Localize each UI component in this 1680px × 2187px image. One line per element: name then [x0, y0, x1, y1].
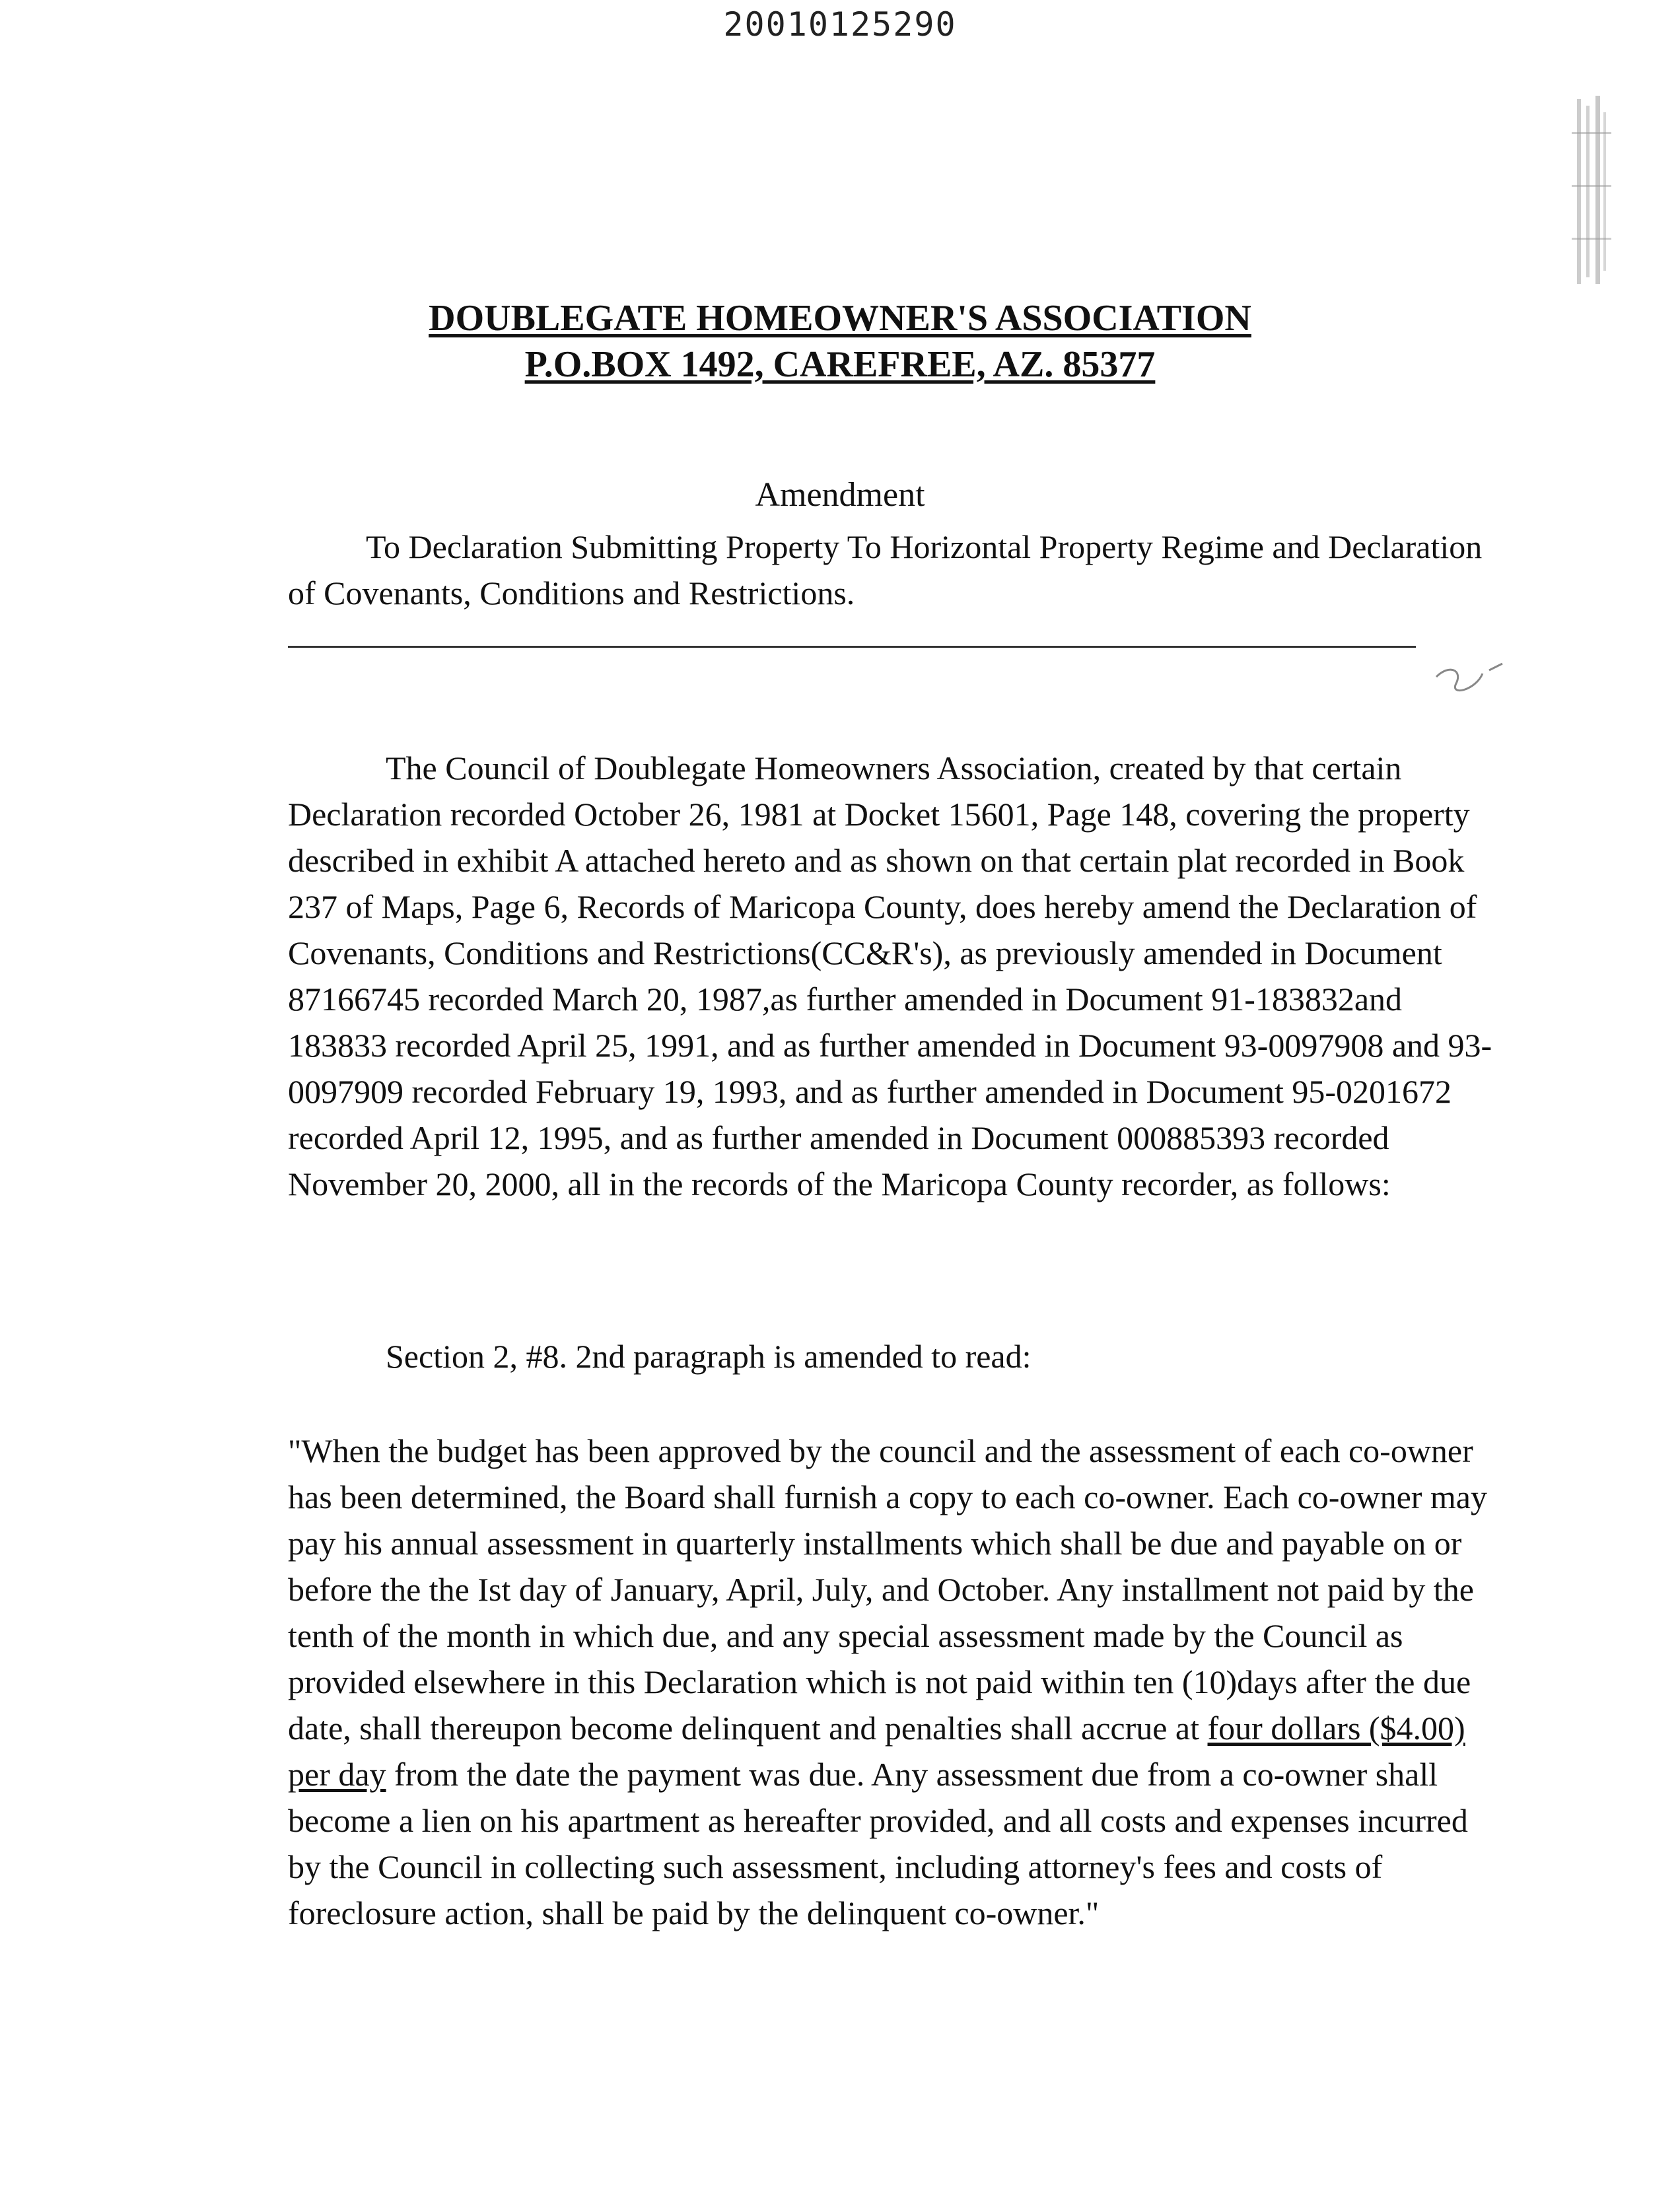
- penalty-amount: four dollars ($4.00) per day: [288, 1710, 1465, 1793]
- amended-text-part-1: "When the budget has been approved by the council and the assessment of each co-owner has been determined, the Board shall furnish a copy to each co-owner. Each co-owner may pay his annual assessment in quarterly installments which shall be due and payable on or before the the Ist day of January, April, July, and October. Any installment not paid by the tenth of the month in which due, and any special assessment made by the Council as provided elsewhere in this Declaration which is not paid within ten (10)days after the due date, shall thereupon become delinquent and penalties shall accrue at: [288, 1432, 1487, 1747]
- document-subtitle: To Declaration Submitting Property To Horizontal Property Regime and Declaration of Covenants, Conditions and Restrictions.: [288, 528, 1483, 611]
- document-title: Amendment: [755, 476, 925, 514]
- handwritten-mark: [1430, 650, 1509, 710]
- recording-number: 20010125290: [723, 5, 957, 44]
- amended-text-part-2: from the date the payment was due. Any assessment due from a co-owner shall become a lien on his apartment as hereafter provided, and all costs and expenses incurred by the Council in collecting such assessment, including attorney's fees and costs of foreclosure action, shall be paid by the delinquent co-owner.": [288, 1756, 1468, 1931]
- recital-paragraph: The Council of Doublegate Homeowners Association, created by that certain Declaration recorded October 26, 1981 at Docket 15601, Page 148, covering the property described in exhibit A attached hereto and as shown on that certain plat recorded in Book 237 of Maps, Page 6, Records of Maricopa County, does hereby amend the Declaration of Covenants, Conditions and Restrictions(CC&R's), as previously amended in Document 87166745 recorded March 20, 1987,as further amended in Document 91-183832and 183833 recorded April 25, 1991, and as further amended in Document 93-0097908 and 93-0097909 recorded February 19, 1993, and as further amended in Document 95-0201672 recorded April 12, 1995, and as further amended in Document 000885393 recorded November 20, 2000, all in the records of the Maricopa County recorder, as follows:: [288, 749, 1492, 1202]
- section-heading: Section 2, #8. 2nd paragraph is amended to read:: [386, 1338, 1032, 1375]
- separator-line: [288, 646, 1416, 648]
- amended-text-paragraph: [288, 1428, 1496, 1936]
- margin-stamp-mark: [1565, 92, 1618, 291]
- organization-address: P.O.BOX 1492, CAREFREE, AZ. 85377: [524, 344, 1156, 385]
- organization-name: DOUBLEGATE HOMEOWNER'S ASSOCIATION: [429, 298, 1251, 339]
